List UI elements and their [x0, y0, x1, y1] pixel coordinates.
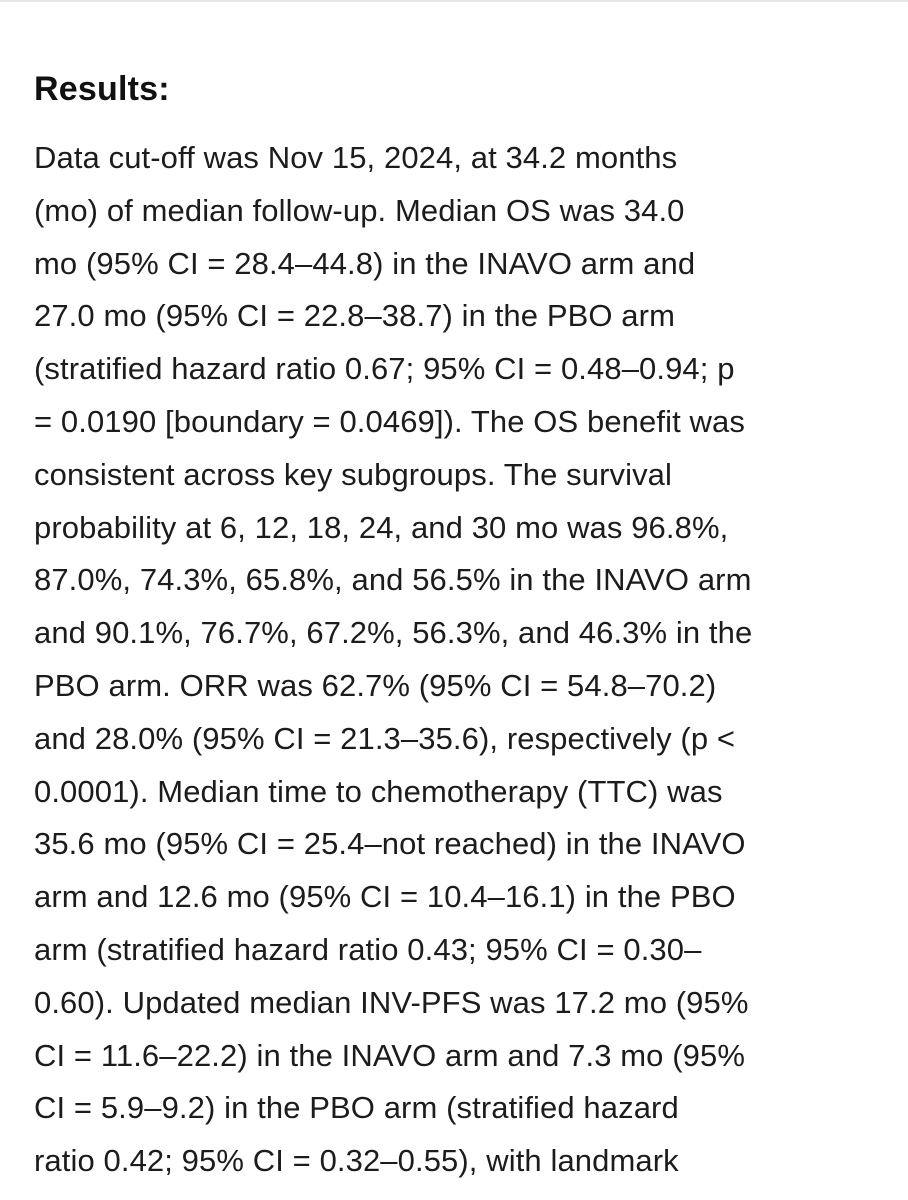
text-line: (mo) of median follow-up. Median OS was 34.0	[34, 192, 685, 228]
text-line: and 90.1%, 76.7%, 67.2%, 56.3%, and 46.3% in the	[34, 615, 753, 651]
text-line: 0.60). Updated median INV-PFS was 17.2 mo (95%	[34, 984, 749, 1020]
top-divider	[0, 0, 908, 2]
results-paragraph	[34, 112, 894, 1188]
text-line: consistent across key subgroups. The survival	[34, 456, 673, 492]
text-line: Data cut-off was Nov 15, 2024, at 34.2 months	[34, 140, 678, 175]
text-line: 0.0001). Median time to chemotherapy (TTC) was	[34, 773, 723, 809]
text-line: (stratified hazard ratio 0.67; 95% CI = 0.48–0.94; p	[34, 351, 735, 387]
text-line: and 28.0% (95% CI = 21.3–35.6), respectively (p <	[34, 720, 736, 756]
results-section	[34, 66, 894, 1188]
text-line: 27.0 mo (95% CI = 22.8–38.7) in the PBO arm	[34, 298, 675, 334]
text-line: CI = 5.9–9.2) in the PBO arm (stratified hazard	[34, 1090, 679, 1126]
text-line: PBO arm. ORR was 62.7% (95% CI = 54.8–70.2)	[34, 667, 717, 703]
text-line: arm and 12.6 mo (95% CI = 10.4–16.1) in the PBO	[34, 879, 736, 915]
text-line: 87.0%, 74.3%, 65.8%, and 56.5% in the INAVO arm	[34, 562, 752, 598]
section-heading: Results:	[34, 70, 170, 108]
text-line: 35.6 mo (95% CI = 25.4–not reached) in the INAVO	[34, 826, 746, 862]
text-line: ratio 0.42; 95% CI = 0.32–0.55), with landmark	[34, 1143, 679, 1179]
text-line: CI = 11.6–22.2) in the INAVO arm and 7.3 mo (95%	[34, 1037, 745, 1073]
text-line: arm (stratified hazard ratio 0.43; 95% CI = 0.30–	[34, 931, 702, 967]
text-line: = 0.0190 [boundary = 0.0469]). The OS benefit was	[34, 403, 745, 439]
text-line: mo (95% CI = 28.4–44.8) in the INAVO arm and	[34, 245, 696, 281]
text-line: probability at 6, 12, 18, 24, and 30 mo was 96.8%,	[34, 509, 729, 545]
